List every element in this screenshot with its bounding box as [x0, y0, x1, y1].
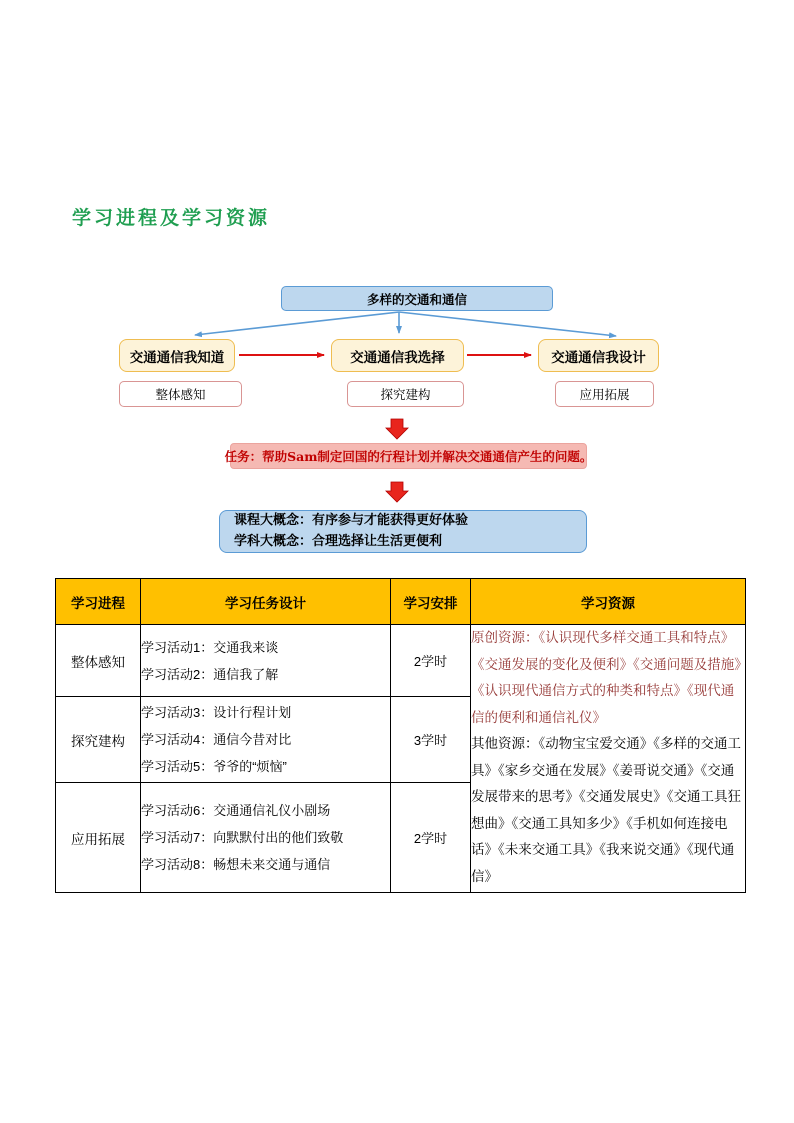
flowchart-stage-box-3: 交通通信我设计	[538, 339, 659, 372]
activity-item: 学习活动2：通信我了解	[141, 666, 279, 682]
activity-item: 学习活动3：设计行程计划	[141, 705, 292, 720]
resources-original: 原创资源：《认识现代多样交通工具和特点》《交通发展的变化及便利》《交通问题及措施》《认识现代通信方式的种类和特点》《现代通信的便利和通信礼仪》	[471, 630, 741, 725]
stage-cell-2: 探究建构	[56, 697, 141, 783]
activities-cell-3	[141, 783, 391, 893]
activities-cell-2	[141, 697, 391, 783]
activity-item: 学习活动6：交通通信礼仪小剧场	[141, 803, 331, 818]
page-title: 学习进程及学习资源	[72, 207, 271, 229]
header-stage: 学习进程	[56, 579, 141, 625]
resources-cell	[471, 625, 746, 893]
header-resources: 学习资源	[471, 579, 746, 625]
activity-item: 学习活动5：爷爷的“烦恼”	[141, 759, 287, 774]
activity-item: 学习活动1：交通我来谈	[141, 639, 279, 655]
flowchart-phase-box-3: 应用拓展	[555, 381, 654, 407]
concept-line-1: 课程大概念：有序参与才能获得更好体验	[234, 513, 469, 529]
big-down-arrow-2	[386, 482, 408, 502]
flowchart-root-box: 多样的交通和通信	[281, 286, 553, 311]
flowchart-phase-box-2: 探究建构	[347, 381, 464, 407]
flowchart-concept-box	[219, 510, 587, 553]
header-schedule: 学习安排	[391, 579, 471, 625]
activity-item: 学习活动8：畅想未来交通与通信	[141, 857, 331, 872]
activity-item: 学习活动4：通信今昔对比	[141, 732, 292, 747]
arrow-root-to-stage1	[195, 312, 399, 335]
header-task-design: 学习任务设计	[141, 579, 391, 625]
resources-other: 其他资源：《动物宝宝爱交通》《多样的交通工具》《家乡交通在发展》《姜哥说交通》《交通发展带来的思考》《交通发展史》《交通工具狂想曲》《交通工具知多少》《手机如何连接电话》《未来交通工具》《我来说交通》《现代通信》	[471, 736, 741, 884]
flowchart-task-box: 任务：帮助Sam制定回国的行程计划并解决交通通信产生的问题。	[230, 443, 587, 469]
big-down-arrow-1	[386, 419, 408, 439]
flowchart-phase-box-1: 整体感知	[119, 381, 242, 407]
activity-item: 学习活动7：向默默付出的他们致敬	[141, 830, 344, 845]
schedule-cell-3: 2学时	[391, 783, 471, 893]
stage-cell-3: 应用拓展	[56, 783, 141, 893]
flowchart-stage-box-2: 交通通信我选择	[331, 339, 464, 372]
concept-line-2: 学科大概念：合理选择让生活更便利	[234, 533, 443, 549]
flowchart-stage-box-1: 交通通信我知道	[119, 339, 235, 372]
arrow-root-to-stage3	[399, 312, 616, 336]
table-header-row	[56, 579, 746, 625]
stage-cell-1: 整体感知	[56, 625, 141, 697]
table-row	[56, 625, 746, 697]
schedule-cell-2: 3学时	[391, 697, 471, 783]
learning-plan-table	[55, 578, 746, 893]
activities-cell-1	[141, 625, 391, 697]
schedule-cell-1: 2学时	[391, 625, 471, 697]
